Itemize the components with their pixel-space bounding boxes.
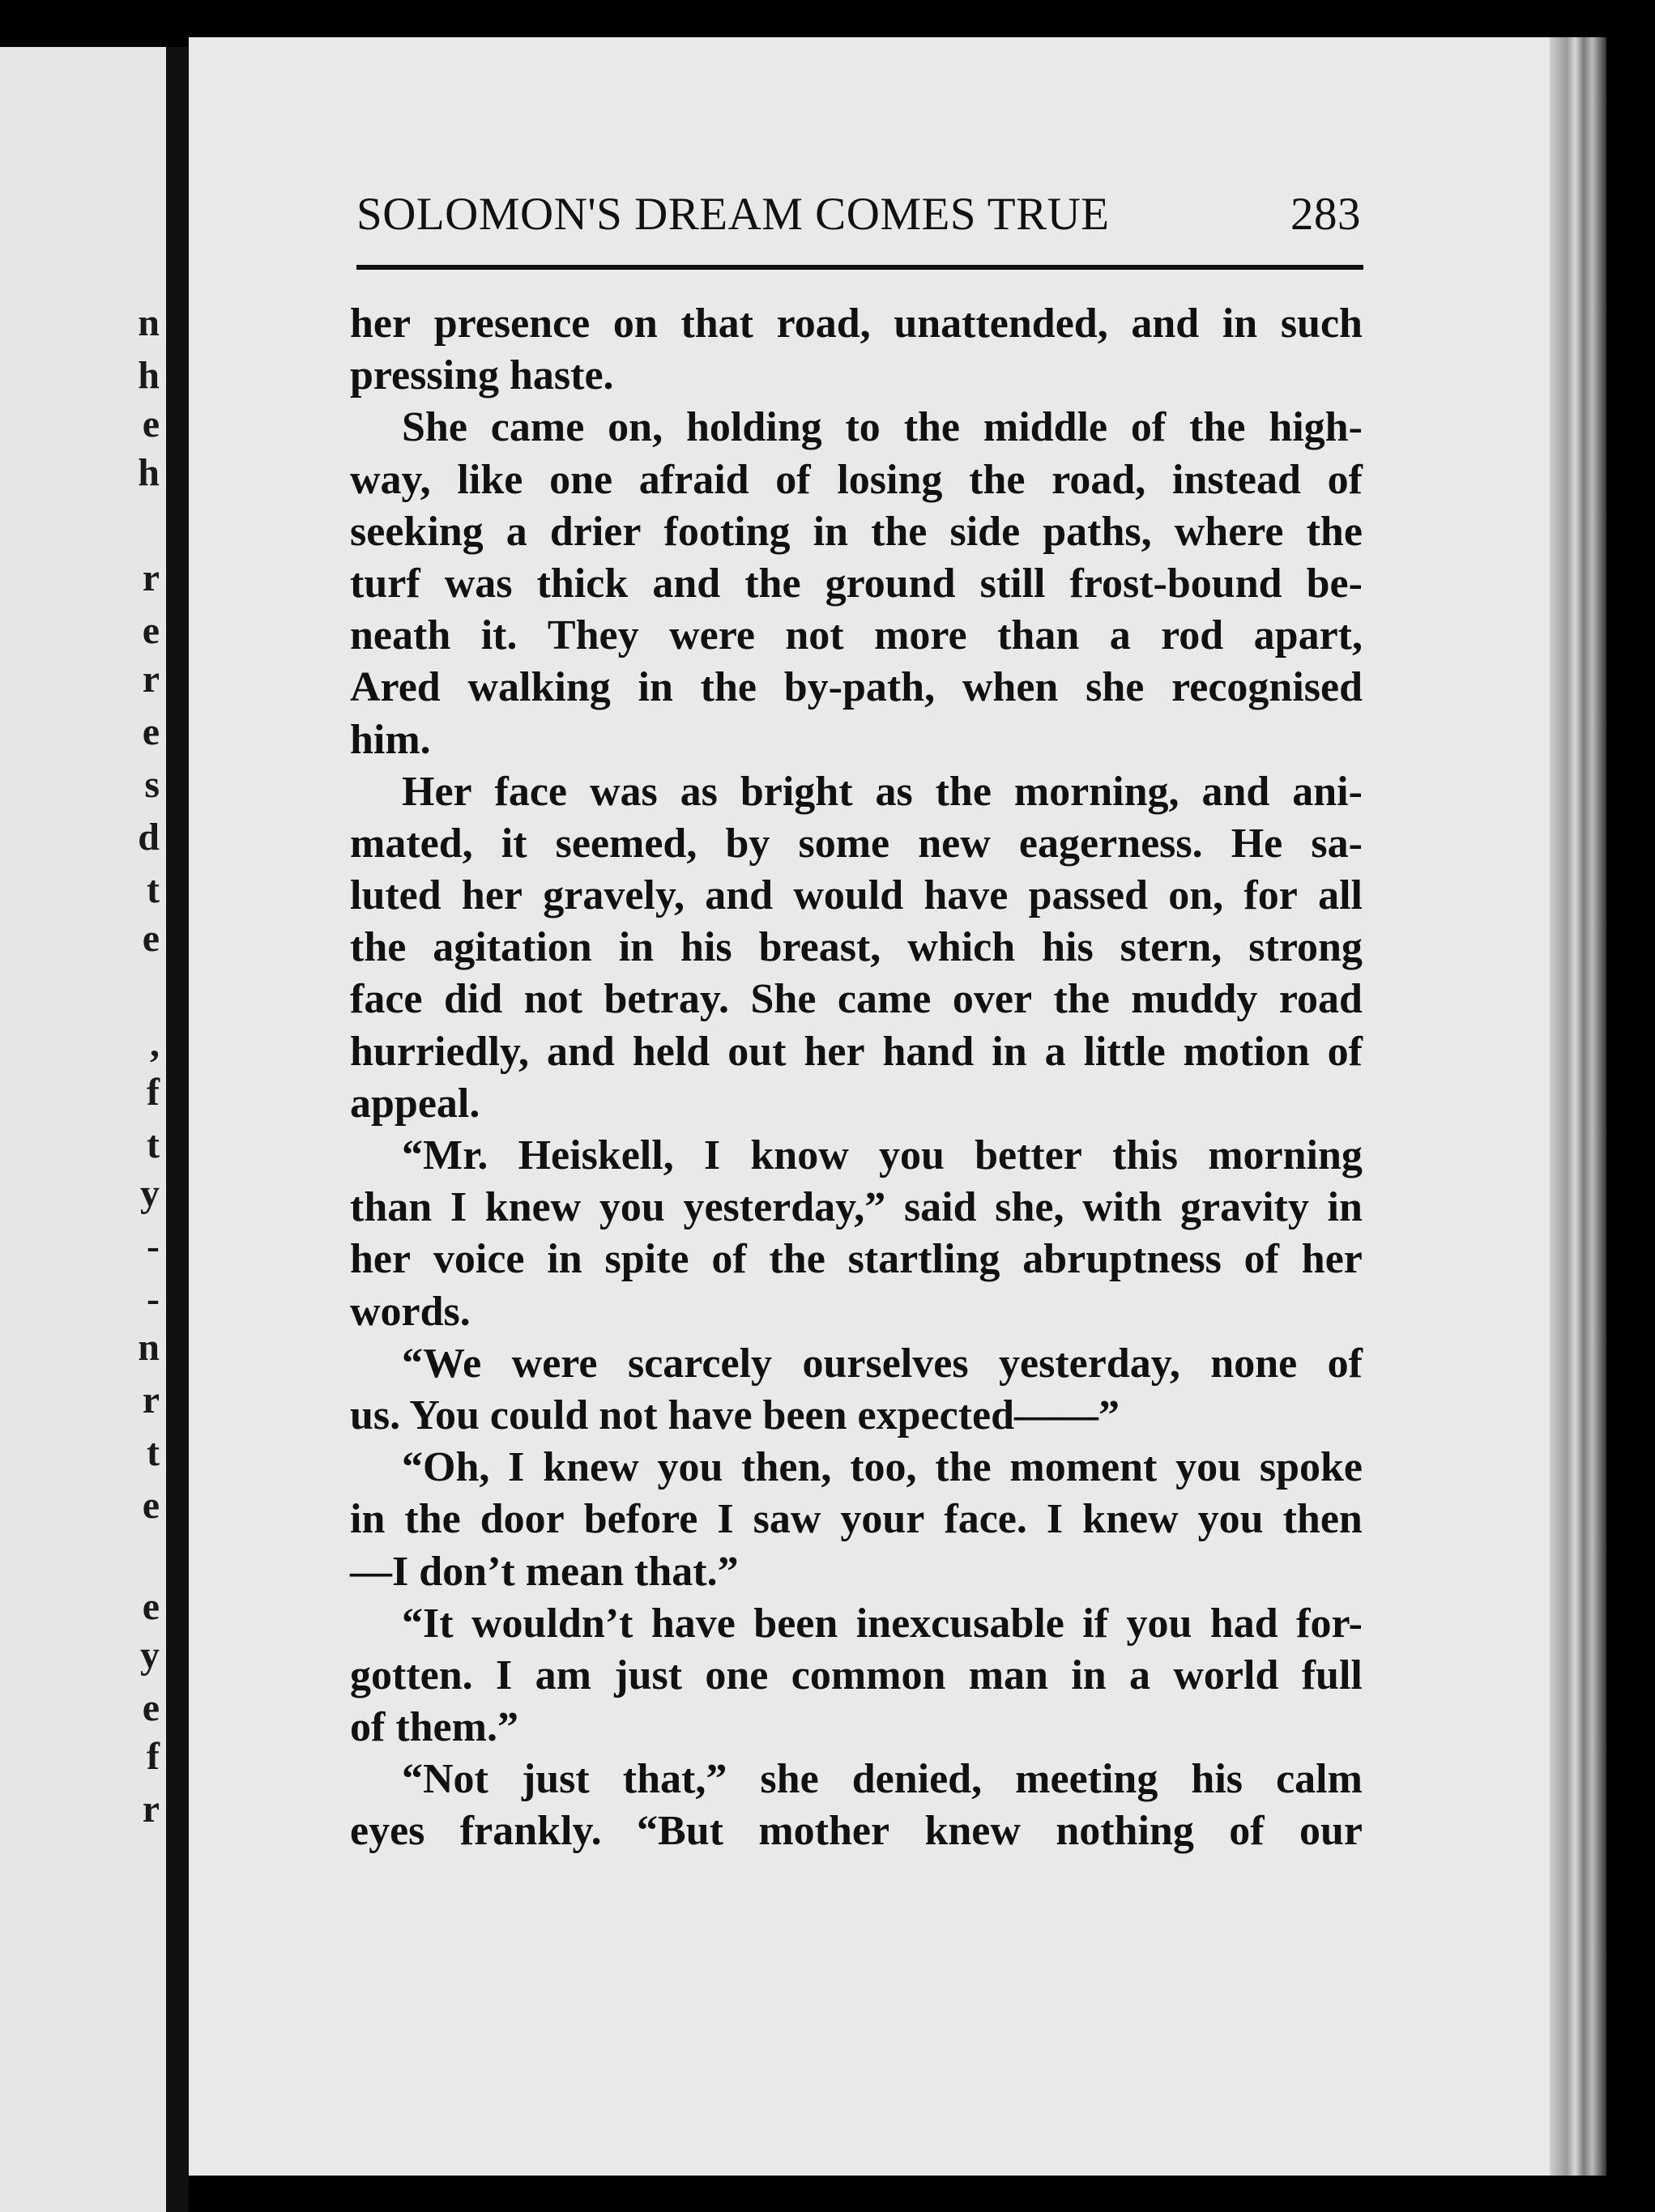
left-page-fragment: f (147, 1071, 160, 1114)
left-page-fragment: r (142, 556, 160, 599)
text-line: “We were scarcely ourselves yesterday, none of (402, 1340, 1363, 1387)
text-line: in the door before I saw your face. I knew you then (350, 1496, 1363, 1543)
left-page-fragment: n (138, 301, 160, 344)
text-line: him. (350, 716, 431, 763)
text-line: —I don’t mean that.” (350, 1548, 739, 1595)
left-page-fragment: e (142, 1484, 160, 1527)
header-rule (356, 265, 1363, 270)
left-page-fragment: r (142, 1379, 160, 1421)
left-page-fragment: h (138, 451, 160, 494)
left-page-fragment: d (138, 816, 160, 859)
text-line: mated, it seemed, by some new eagerness. He sa- (350, 820, 1363, 867)
text-line: eyes frankly. “But mother knew nothing of our (350, 1808, 1363, 1855)
left-page-fragment: - (147, 1277, 160, 1320)
text-line: words. (350, 1288, 471, 1335)
left-page-fragment: - (147, 1225, 160, 1268)
text-line: “It wouldn’t have been inexcusable if you had for- (402, 1600, 1363, 1647)
left-page-fragments (0, 47, 166, 2212)
left-page-fragment: t (147, 1431, 160, 1474)
text-line: luted her gravely, and would have passed on, for all (350, 872, 1363, 919)
body-text (350, 298, 1363, 1858)
running-header (356, 188, 1361, 253)
text-line: her presence on that road, unattended, and in such (350, 300, 1363, 347)
left-page-fragment: f (147, 1735, 160, 1778)
text-line: than I knew you yesterday,” said she, with gravity in (350, 1184, 1363, 1231)
left-page-fragment: t (147, 1123, 160, 1166)
text-line: of them.” (350, 1704, 518, 1751)
page-edges (1550, 37, 1606, 2176)
left-page-fragment: y (140, 1172, 160, 1215)
book-gutter (166, 47, 189, 2212)
text-line: Her face was as bright as the morning, and ani- (402, 768, 1363, 815)
text-line: “Not just that,” she denied, meeting his calm (402, 1756, 1363, 1803)
left-page-fragment: , (150, 1022, 160, 1065)
text-line: “Oh, I knew you then, too, the moment you spoke (402, 1444, 1363, 1491)
page-number: 283 (1290, 189, 1361, 240)
left-page-fragment: s (144, 763, 160, 806)
text-line: “Mr. Heiskell, I know you better this morning (402, 1132, 1363, 1178)
text-line: hurriedly, and held out her hand in a little motion of (350, 1028, 1363, 1075)
left-page-fragment: r (142, 1788, 160, 1831)
text-line: seeking a drier footing in the side paths, where the (350, 508, 1363, 555)
text-line: the agitation in his breast, which his stern, strong (350, 924, 1363, 971)
left-facing-page (0, 47, 168, 2212)
text-line: gotten. I am just one common man in a world full (350, 1652, 1363, 1698)
text-line: neath it. They were not more than a rod apart, (350, 612, 1363, 659)
left-page-fragment: r (142, 658, 160, 701)
left-page-fragment: h (138, 354, 160, 397)
running-title: SOLOMON'S DREAM COMES TRUE (356, 189, 1110, 240)
left-page-fragment: e (142, 917, 160, 960)
left-page-fragment: e (142, 710, 160, 753)
left-page-fragment: e (142, 1686, 160, 1729)
text-line: face did not betray. She came over the muddy road (350, 976, 1363, 1023)
text-line: Ared walking in the by-path, when she recognised (350, 664, 1363, 711)
left-page-fragment: e (142, 609, 160, 652)
text-line: us. You could not have been expected——” (350, 1392, 1120, 1438)
left-page-fragment: e (142, 403, 160, 445)
left-page-fragment: n (138, 1326, 160, 1369)
left-page-fragment: t (147, 868, 160, 911)
text-line: turf was thick and the ground still frost-bound be- (350, 560, 1363, 607)
text-line: way, like one afraid of losing the road, instead of (350, 456, 1363, 503)
text-line: She came on, holding to the middle of the high- (402, 404, 1363, 451)
text-line: appeal. (350, 1080, 480, 1127)
left-page-fragment: e (142, 1585, 160, 1628)
text-line: her voice in spite of the startling abruptness of her (350, 1236, 1363, 1283)
left-page-fragment: y (140, 1634, 160, 1677)
text-line: pressing haste. (350, 352, 614, 399)
